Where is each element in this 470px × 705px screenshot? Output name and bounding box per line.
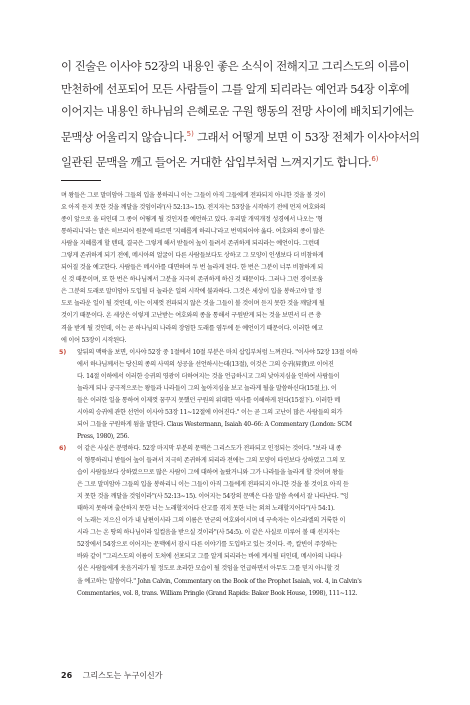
footnote-line: Commentaries, vol. 8, trans. William Pringle (Grand Rapids: Baker Book House, 1998), 111~112. <box>77 589 358 597</box>
footnote-line: 다. 14절 이하에서 이러한 승귀의 영광이 더하여지는 것을 언급하시고 그의 낮아지심을 인하여 사람들이 <box>77 372 340 380</box>
footnote-line: 은 그로 말미암아 그들의 입을 봉하리니 이는 그들이 아직 그들에게 전파되지 아니한 것을 볼 것이요 아직 듣 <box>77 481 349 489</box>
footnote-line: 이 같은 사실은 분명하다. 52장 마지막 부분의 문맥은 그리스도가 전파되고 인정되는 것이다. "보라 내 종 <box>77 444 342 452</box>
footnote-line: 에서 하나님께서는 당신의 종의 사역의 성공을 선언하시는데(13절), 이것은 그의 승귀(昇貴)로 이어진 <box>77 360 334 368</box>
footnote-line: 을 예고하는 말씀이다." John Calvin, Commentary on the Book of the Prophet Isaiah, vol. 4, in Calvin's <box>77 577 362 585</box>
footnote-line: 되어 그들을 구원하게 됨을 말한다. Claus Westermann, Isaiah 40–66: A Commentary (London: SCM <box>77 420 352 428</box>
footnote-line: 앞뒤의 맥락을 보면, 이사야 52장 중 1절에서 10절 부분은 마치 삽입부처럼 느껴진다. "이사야 52장 13절 이하 <box>77 348 358 356</box>
footnote-line: 격을 받게 될 것인데, 이는 곧 하나님의 나라의 장엄한 도래를 염두에 둔 예언이기 때문이다. 이러한 예고 <box>61 324 323 332</box>
footnote-line: 시라 그는 온 땅의 하나님이라 일컬음을 받으실 것이라"(사 54:5). 이 같은 사실로 미루어 볼 때 선지자는 <box>77 529 340 537</box>
page-footer <box>61 670 163 681</box>
footnote-line: 그렇게 존귀하게 되기 전에, 메시아의 얼굴이 다른 사람들보다도 상하고 그 모양이 인생보다 더 비참하게 <box>61 252 324 260</box>
footnote-marker: 6) <box>59 444 67 452</box>
body-line-text: 일관된 문맥을 깨고 들어온 거대한 삽입부처럼 느껴지기도 합니다. <box>61 154 372 169</box>
footnote-reference[interactable]: 5) <box>186 129 194 138</box>
footnote-line: 시아의 승귀에 관한 선언이 이사야 53장 11~12절에 이어진다." 이는 곧 그의 고난이 많은 사람들의 의가 <box>77 408 343 416</box>
footnote-line: 종이 앞으로 올 터인데 그 종이 어떻게 될 것인지를 예언하고 있다. 우리말 개역개정 성경에서 나오는 '형 <box>61 216 323 224</box>
footnote-line: 에 이어 53장이 시작된다. <box>61 336 127 344</box>
footnote-line: 놀라게 되나 궁극적으로는 왕들과 나라들이 그의 높아지심을 보고 놀라게 될을 말씀하신다(15절上). 이 <box>77 384 337 392</box>
footnote-reference[interactable]: 6) <box>371 154 379 163</box>
footnote-line: 신 것 때문이며, 또 한 번은 하나님께서 그분을 지극히 존귀하게 하신 것 때문이다. 그러나 그런 경이로움 <box>61 276 323 284</box>
footnote-line: 사람을 지혜롭게 할 텐데, 결국은 그렇게 해서 받들어 높이 들려서 존귀하게 되리라는 예언이다. 그런데 <box>61 240 320 248</box>
footnote-line: 심은 사람들에게 웃음거리가 될 정도로 초라한 모습이 될 것임을 언급하면서 아무도 그를 믿지 아니할 것 <box>77 565 340 573</box>
footnotes <box>61 190 433 600</box>
footnote-line: 지 못한 것을 깨달을 것임이라"(사 52:13~15). 이어지는 54장의 문맥은 다음 말씀 속에서 잘 나타난다. "잉 <box>77 493 349 501</box>
footnote <box>61 190 433 347</box>
footnote-line: 태하지 못하며 출산하지 못한 너는 노래할지어다 산고를 겪지 못한 너는 외쳐 노래할지어다"(사 54:1). <box>77 505 335 513</box>
footnote-line: 52장에서 54장으로 이어지는 문맥에서 잠시 다른 이야기를 도입하고 있는 것이다. 즉, 칼빈이 주장하는 <box>77 541 338 549</box>
body-paragraph <box>61 55 431 173</box>
body-line <box>61 55 431 78</box>
footnote-line: 이 노래는 지으신 이가 내 남편이시라 그의 이름은 만군의 여호와이시며 네 구속자는 이스라엘의 거룩한 이 <box>77 517 346 525</box>
footnote-line: 이 형통하리니 받들어 높이 들려서 지극히 존귀하게 되리라 전에는 그의 모양이 타인보다 상하였고 그의 모 <box>77 457 346 465</box>
footnote <box>61 443 433 600</box>
footnote-separator <box>61 180 101 181</box>
body-line <box>61 123 431 148</box>
body-line-text: 이 진술은 이사야 52장의 내용인 좋은 소식이 전해지고 그리스도의 이름이 <box>61 59 410 73</box>
footnote-line: 것이기 때문이다. 온 세상은 이렇게 고난받는 여호와의 종을 통해서 구원받게 되는 것을 보면서 더 큰 충 <box>61 312 322 320</box>
footnote-line: 되어질 것을 예고한다. 사람들은 메시아를 대면하며 두 번 놀라게 된다. 한 번은 그분이 너무 비참하게 되 <box>61 264 323 272</box>
page-number: 26 <box>61 671 73 680</box>
footnote-line: 은 그분의 도래로 말미암아 도입될 더 놀라운 일의 시작에 불과하다. 그것은 세상이 입을 봉하고야 말 정 <box>61 288 322 296</box>
body-line-text-continued: 그래서 어떻게 보면 이 53장 전체가 이사야서의 <box>193 129 420 144</box>
footnote-line: Press, 1980), 256. <box>77 432 130 440</box>
footnote-line: 요 아직 듣지 못한 것을 깨달을 것임이라'(사 52:13~15). 전지자는 53장을 시작하기 전에 먼저 여호와의 <box>61 204 326 212</box>
footnote <box>61 347 433 443</box>
footnote-line: 바와 같이 "그리스도의 이름이 도처에 선포되고 그를 알게 되리라는 바에 계시될 터인데, 메시아의 나타나 <box>77 553 343 561</box>
body-line-text: 만천하에 선포되어 모든 사람들이 그를 알게 되리라는 예언과 54장 이후에 <box>61 81 410 96</box>
footnote-line: 통하리니'라는 말은 히브리어 원문에 따르면 '지혜롭게 하리니'라고 번역되어야 옳다. 여호와의 종이 많은 <box>61 228 325 236</box>
body-line-text: 문맥상 어울리지 않습니다. <box>61 129 187 144</box>
footnote-line: 도로 놀라운 일이 될 것인데, 이는 이제껏 전파되지 않은 것을 그들이 볼 것이며 듣지 못한 것을 깨달게 될 <box>61 300 325 308</box>
body-line <box>61 100 431 123</box>
footnote-marker: 5) <box>59 348 67 356</box>
footnote-line: 습이 사람들보다 상하였으므로 많은 사람이 그에 대하여 놀랐거니와 그가 나라들을 놀라게 할 것이며 왕들 <box>77 469 344 477</box>
body-line <box>61 78 431 101</box>
body-line <box>61 148 431 173</box>
footnote-line: 며 왕들은 그로 말미암아 그들의 입을 봉하리니 이는 그들이 아직 그들에게 전파되지 아니한 것을 볼 것이 <box>61 192 326 199</box>
footnote-line: 들은 이러한 일을 통하여 이제껏 꿈꾸지 못했던 구원의 위대한 역사를 이해하게 된다(15절下). 이러한 메 <box>77 396 340 404</box>
running-title: 그리스도는 누구이신가 <box>82 671 163 680</box>
body-line-text: 이어지는 내용인 하나님의 은혜로운 구원 행동의 전망 사이에 배치되기에는 <box>61 104 414 118</box>
